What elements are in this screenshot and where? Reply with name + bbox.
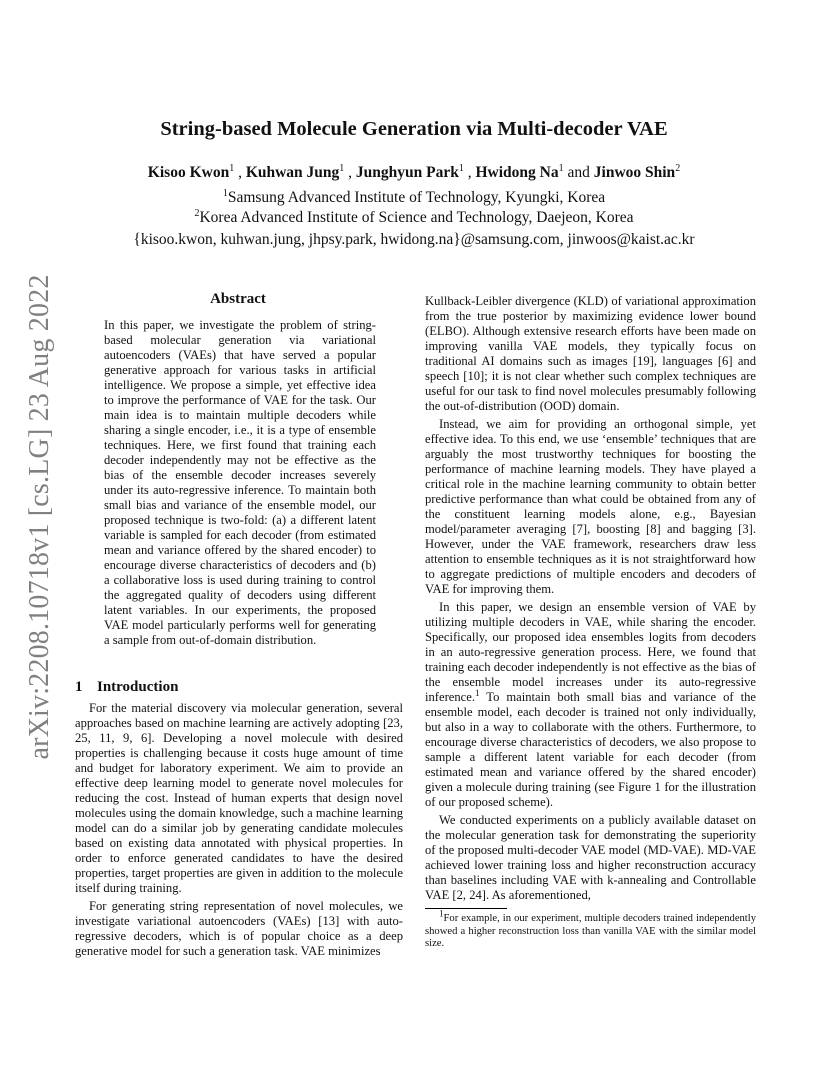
affiliation-2: $^2$Korea Advanced Institute of Science and Technology, Daejeon, Korea	[194, 207, 634, 226]
right-column-body	[425, 294, 756, 903]
abstract-heading: Abstract	[210, 291, 266, 307]
section-heading-introduction: 1 Introduction	[75, 679, 179, 695]
left-column-body	[75, 701, 403, 959]
author-list	[0, 164, 828, 182]
paragraph: For generating string representation of novel molecules, we investigate variational autoencoders (VAEs) [13] with auto-regressive decoders, which is of popular choice as a deep generative model for such a generation task. VAE minimizes	[75, 899, 403, 958]
footnote-rule	[425, 908, 507, 909]
author: Kuhwan Jung$^1$ ,	[245, 162, 356, 181]
author: Kisoo Kwon$^1$ ,	[147, 162, 246, 181]
paragraph: In this paper, we design an ensemble version of VAE by utilizing multiple decoders in VAE, while sharing the encoder. Specifically, our proposed idea ensembles logits from decoders in an auto-regressive generation process. Here, we found that training each decoder independently is not effective as the bias of the ensemble model increases under its auto-regressive inference.$^1$ To maintain both small bias and variance of the ensemble model, each decoder is trained not only individually, but also in a way to collaborate with the others. Furthermore, to encourage diverse characteristics of decoders, we also propose to sample a different latent variable for each decoder (from estimated mean and variance offered by the shared encoder) given a molecule during training (see Figure 1 for the illustration of our proposed scheme).	[425, 600, 756, 809]
affiliation-1: $^1$Samsung Advanced Institute of Technology, Kyungki, Korea	[222, 187, 606, 206]
paragraph: We conducted experiments on a publicly available dataset on the molecular generation task for demonstrating the superiority of the proposed multi-decoder VAE model (MD-VAE). MD-VAE achieved lower training loss and higher reconstruction accuracy than baselines including VAE with k-annealing and Controllable VAE [2, 24]. As aforementioned,	[425, 813, 756, 902]
footnote: $^1$For example, in our experiment, multiple decoders trained independently showed a higher reconstruction loss than vanilla VAE with the similar model size.	[425, 908, 756, 950]
author-emails: {kisoo.kwon, kuhwan.jung, jhpsy.park, hwidong.na}@samsung.com, jinwoos@kaist.ac.kr	[133, 231, 695, 248]
paragraph: Instead, we aim for providing an orthogonal simple, yet effective idea. To this end, we use ‘ensemble’ techniques that are arguably the most trustworthy techniques for boosting the performance of machine learning models. They have played a critical role in the machine learning community to obtain better predictive performance than what could be obtained from any of the constituent learning models alone, e.g., Bayesian model/parameter averaging [7], boosting [8] and bagging [3]. However, under the VAE framework, researchers draw less attention to ensemble techniques as it is not straightforward how to aggregate predictions of multiple encoders and decoders of VAE for improving them.	[425, 417, 756, 596]
paragraph: For the material discovery via molecular generation, several approaches based on machine learning are actively adopting [23, 25, 11, 9, 6]. Developing a novel molecule with desired properties is challenging because it costs huge amount of time and budget for laboratory experiment. We aim to provide an effective deep learning model to generate novel molecules for reducing the cost. Instead of human experts that design novel molecules using the domain knowledge, such a machine learning model can do a similar job by generating candidate molecules based on existing data annotated with physical properties. In order to enforce generated candidates to have the desired properties, target properties are given in addition to the molecule itself during training.	[75, 701, 403, 895]
arxiv-id-text: arXiv:2208.10718v1 [cs.LG] 23 Aug 2022	[24, 274, 55, 760]
paper-title: String-based Molecule Generation via Multi-decoder VAE	[160, 118, 668, 140]
author: Jinwoo Shin$^2$	[593, 162, 681, 181]
abstract-text: In this paper, we investigate the problem of string-based molecular generation via variational autoencoders (VAEs) that have served a popular generative approach for various tasks in artificial intelligence. We propose a simple, yet effective idea to improve the performance of VAE for the task. Our main idea is to maintain multiple decoders while sharing a single encoder, i.e., it is a type of ensemble techniques. Here, we first found that training each decoder independently may not be effective as the bias of the ensemble decoder increases severely under its auto-regressive inference. To maintain both small bias and variance of the ensemble model, our proposed technique is two-fold: (a) a different latent variable is sampled for each decoder (from estimated mean and variance offered by the shared encoder) to encourage diverse characteristics of decoders and (b) a collaborative loss is used during training to control the aggregated quality of decoders using different latent variables. In our experiments, the proposed VAE model particularly performs well for generating a sample from out-of-domain distribution.	[104, 318, 376, 647]
author: Hwidong Na$^1$ and	[475, 162, 594, 181]
author: Junghyun Park$^1$ ,	[355, 162, 476, 181]
footnote-marker[interactable]: 1	[475, 687, 480, 698]
paragraph: Kullback-Leibler divergence (KLD) of variational approximation from the true posterior by maximizing evidence lower bound (ELBO). Although extensive research efforts have been made on improving vanilla VAE models, they typically focus on traditional AI domains such as images [19], languages [6] and speech [10]; it is not clear whether such complex techniques are useful for our task to find novel molecules presumably following the out-of-distribution (OOD) domain.	[425, 294, 756, 413]
arxiv-identifier[interactable]	[22, 274, 58, 760]
